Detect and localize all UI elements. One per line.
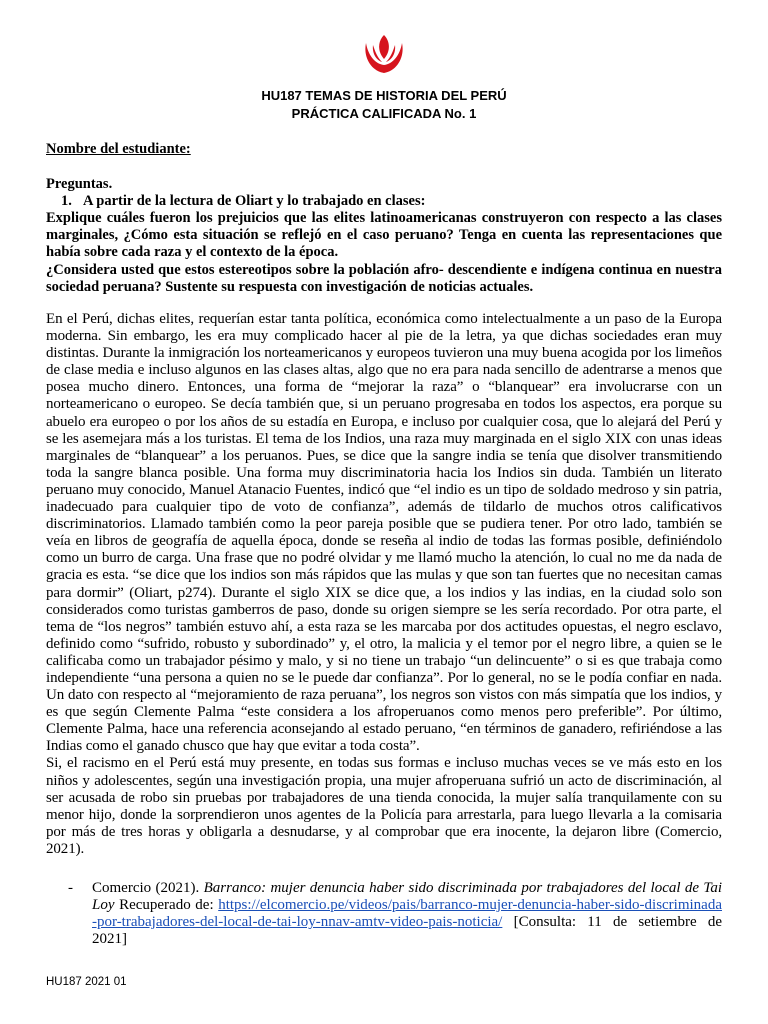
- footer-code: HU187 2021 01: [46, 976, 127, 988]
- reference-author: Comercio (2021).: [92, 880, 200, 896]
- question-item: [61, 193, 425, 210]
- questions-heading: Preguntas.: [46, 176, 113, 192]
- reference-bullet: -: [68, 880, 73, 896]
- question-prompt-2: ¿Considera usted que estos estereotipos sobre la población afro- descendiente e indígena continua en nuestra sociedad peruana? Sustente su respuesta con investigación de noticias actuales.: [46, 261, 722, 295]
- essay-answer: [46, 311, 722, 858]
- question-item-text: A partir de la lectura de Oliart y lo trabajado en clases:: [83, 193, 426, 209]
- upc-logo-icon: [361, 33, 407, 77]
- practice-title: PRÁCTICA CALIFICADA No. 1: [291, 106, 477, 121]
- reference-consulted: [Consulta: 11 de setiembre de 2021]: [92, 914, 722, 948]
- student-name-label: Nombre del estudiante:: [46, 141, 191, 157]
- question-prompt-1: Explique cuáles fueron los prejuicios que las elites latinoamericanas construyeron con respecto a las clases marginales, ¿Cómo esta situación se reflejó en el caso peruano? Tenga en cuenta las representaciones que había sobre cada raza y el contexto de la época.: [46, 210, 722, 261]
- reference-entry: [68, 880, 723, 948]
- course-title: HU187 TEMAS DE HISTORIA DEL PERÚ: [261, 88, 507, 103]
- reference-retrieved: Recuperado de:: [119, 897, 214, 914]
- reference-link[interactable]: https://elcomercio.pe/videos/pais/barranco-mujer-denuncia-haber-sido-discriminada-por-trabajadores-del-local-de-tai-loy-nnav-amtv-video-pais-noticia/: [92, 897, 722, 931]
- essay-paragraph-1: En el Perú, dichas elites, requerían estar tanta política, económica como intelectualmente a un paso de la Europa moderna. Sin embargo, les era muy complicado hacer al pie de la letra, ya que dichas sociedades eran muy distintas. Durante la inmigración los norteamericanos y europeos tuvieron una muy buena acogida por los limeños de clase media e incluso algunos en las clases altas, algo que no era para nada sencillo de adentrarse a menos que posea mucho dinero. Entonces, una forma de “mejorar la raza” o “blanquear” era involucrarse con un norteamericano o europeo. Se decía también que, si un peruano progresaba en todos los aspectos, era porque su abuelo era europeo o por los años de su estadía en Europa, e incluso por cualquier cosa, que lo alejará del Perú y se les asemejara más a los turistas. El tema de los Indios, una raza muy marginada en el siglo XIX con unas ideas marginales de “blanquear” a los peruanos. Pues, se dice que la sangre india se tenía que disolver transmitiendo toda la sangre blanca posible. Una forma muy discriminatoria hacia los Indios sin duda. También un literato peruano muy conocido, Manuel Atanacio Fuentes, indicó que “el indio es un tipo de soldado medroso y sin patria, inadecuado para cualquier tipo de voto de confianza”, además de tildarlo de muchos otros calificativos discriminatorios. Llamado también como la peor pareja posible que se pudiera tener. Por otro lado, también se veía en libros de geografía de aquella época, donde se reseña al indio de todas las formas posible, definiéndolo como un burro de carga. Una frase que no podré olvidar y me llamó mucho la atención, lo cual no me da nada de gracia es esta. “se dice que los indios son más rápidos que las mulas y que son tan fuertes que no necesitan camas para dormir” (Oliart, p274). Durante el siglo XIX se dice que, a los indios y las indias, en la ciudad solo son considerados como turistas gamberros de paso, donde su origen siempre se les sería recordado. Por otra parte, el tema de “los negros” también estuvo ahí, a esta raza se les marcaba por dos actitudes opuestas, el negro esclavo, definido como “sufrido, robusto y subordinado” y, el otro, la malicia y el temor por el negro libre, a quien se le calificaba como un trabajador pésimo y malo, y si no tiene un trabajo “un delincuente” o si es que trabaja como independiente “una persona a quien no se le puede dar confianza”. Por lo general, no se le podía confiar en nada. Un dato con respecto al “mejoramiento de raza peruana”, los negros son vistos con más simpatía que los indios, y es que según Clemente Palma “este considera a los afroperuanos como menos pero preferible”. Por último, Clemente Palma, hace una referencia aconsejando al estado peruano, “en términos de ganadero, refiriéndose a las Indias como el ganado chusco que hay que evitar a toda costa”.: [46, 311, 722, 755]
- question-number: 1.: [61, 193, 72, 209]
- question-prompt: [46, 210, 722, 296]
- essay-paragraph-2: Si, el racismo en el Perú está muy presente, en todas sus formas e incluso muchas veces se ve más esto en los niños y adolescentes, según una investigación propia, una mujer afroperuana sufrió un acto de discriminación, al ser acusada de robo sin pruebas por trabajadores de una tienda conocida, la mujer salía tranquilamente con su menor hijo, donde la sorprendieron unos agentes de la Policía para arrestarla, para luego llevarla a la comisaria por más de tres horas y obligarla a desnudarse, y al comprobar que era inocente, la dejaron libre (Comercio, 2021).: [46, 755, 722, 857]
- reference-title: Barranco: mujer denuncia haber sido discriminada por trabajadores del local de Tai Loy: [92, 880, 723, 914]
